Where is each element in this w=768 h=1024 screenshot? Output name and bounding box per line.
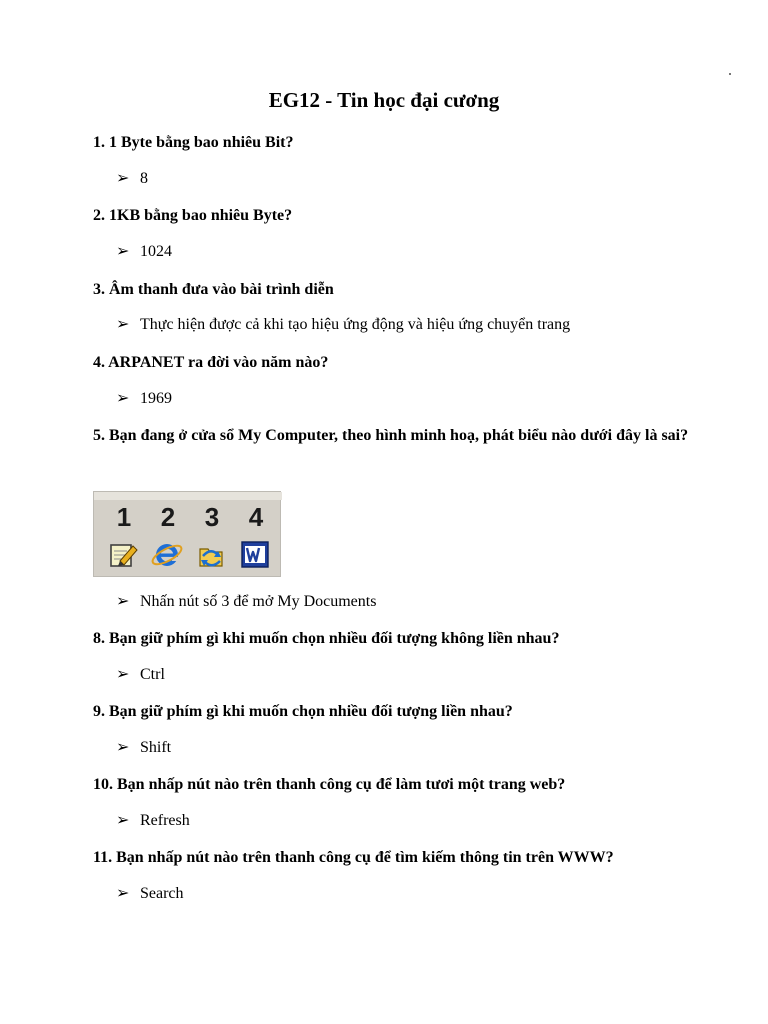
answer-text: 1024: [140, 243, 172, 260]
answer-text: Refresh: [140, 812, 190, 829]
answer-text: 1969: [140, 390, 172, 407]
answer-text: Search: [140, 885, 184, 902]
arrow-bullet-icon: ➢: [116, 243, 130, 260]
arrow-bullet-icon: ➢: [116, 666, 130, 683]
arrow-bullet-icon: ➢: [116, 316, 130, 333]
arrow-bullet-icon: ➢: [116, 170, 130, 187]
answer-text: Shift: [140, 739, 172, 756]
question-3: 3. Âm thanh đưa vào bài trình diễn: [93, 281, 334, 298]
answer-8: [116, 665, 165, 685]
question-5: 5. Bạn đang ở cửa sổ My Computer, theo hình minh hoạ, phát biểu nào dưới đây là sai?: [93, 427, 689, 444]
word-document-icon: [238, 538, 272, 570]
question-8: 8. Bạn giữ phím gì khi muốn chọn nhiều đối tượng không liền nhau?: [93, 630, 560, 647]
answer-text: 8: [140, 170, 148, 187]
answer-3: [116, 315, 570, 335]
arrow-bullet-icon: ➢: [116, 739, 130, 756]
toolbar-illustration: [93, 491, 281, 577]
answer-9: [116, 738, 171, 758]
answer-4: [116, 389, 172, 409]
question-4: 4. ARPANET ra đời vào năm nào?: [93, 354, 329, 371]
scan-speck: [729, 73, 731, 75]
answer-text: Thực hiện được cả khi tạo hiệu ứng động và hiệu ứng chuyển trang: [140, 316, 571, 333]
answer-10: [116, 811, 190, 831]
toolbar-number-3: 3: [204, 502, 220, 532]
question-11: 11. Bạn nhấp nút nào trên thanh công cụ để tìm kiếm thông tin trên WWW?: [93, 849, 614, 866]
answer-2: [116, 242, 172, 262]
question-1: 1. 1 Byte bằng bao nhiêu Bit?: [93, 134, 294, 151]
internet-explorer-icon: [150, 538, 184, 570]
toolbar-number-2: 2: [160, 502, 176, 532]
answer-5: [116, 592, 376, 612]
arrow-bullet-icon: ➢: [116, 812, 130, 829]
answer-1: [116, 169, 148, 189]
sync-folder-icon: [194, 538, 228, 570]
toolbar-top-strip: [94, 492, 282, 500]
question-10: 10. Bạn nhấp nút nào trên thanh công cụ để làm tươi một trang web?: [93, 776, 566, 793]
answer-11: [116, 884, 184, 904]
answer-text: Ctrl: [140, 666, 165, 683]
toolbar-number-4: 4: [248, 502, 264, 532]
question-2: 2. 1KB bằng bao nhiêu Byte?: [93, 207, 293, 224]
notepad-edit-icon: [106, 538, 140, 570]
answer-text: Nhấn nút số 3 để mở My Documents: [140, 593, 377, 610]
arrow-bullet-icon: ➢: [116, 390, 130, 407]
document-title: EG12 - Tin học đại cương: [268, 88, 500, 112]
arrow-bullet-icon: ➢: [116, 885, 130, 902]
question-9: 9. Bạn giữ phím gì khi muốn chọn nhiều đối tượng liền nhau?: [93, 703, 513, 720]
arrow-bullet-icon: ➢: [116, 593, 130, 610]
toolbar-number-1: 1: [116, 502, 132, 532]
